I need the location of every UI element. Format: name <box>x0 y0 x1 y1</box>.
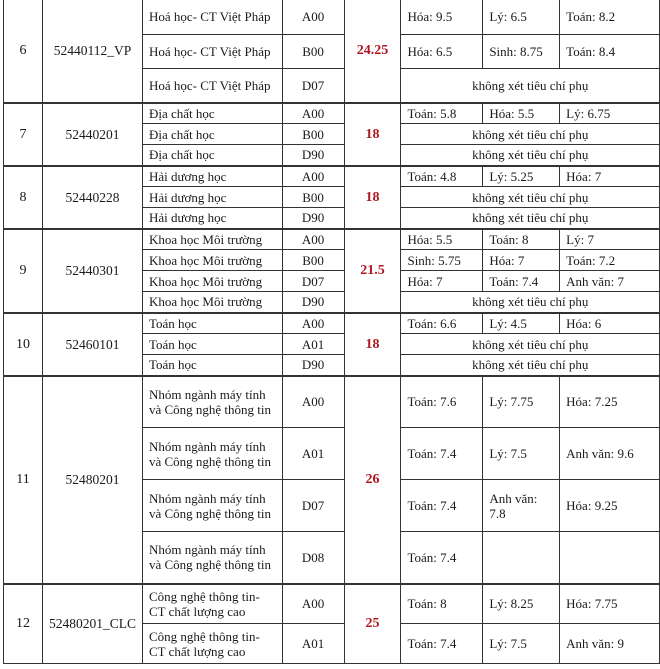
tiebreak-criterion: Hóa: 7 <box>483 250 560 271</box>
major-name: Hoá học- CT Việt Pháp <box>142 35 282 69</box>
major-name: Địa chất học <box>142 124 282 145</box>
subject-block: D90 <box>282 145 344 166</box>
tiebreak-criterion: Sinh: 5.75 <box>401 250 483 271</box>
tiebreak-criterion: Hóa: 5.5 <box>483 103 560 124</box>
subject-block: A00 <box>282 103 344 124</box>
subject-block: A00 <box>282 584 344 624</box>
major-name: Toán học <box>142 334 282 355</box>
no-tiebreak-note: không xét tiêu chí phụ <box>401 334 660 355</box>
cutoff-score: 21.5 <box>344 229 401 313</box>
tiebreak-criterion: Lý: 4.5 <box>483 313 560 334</box>
tiebreak-criterion <box>483 532 560 584</box>
tiebreak-criterion: Toán: 8.4 <box>560 35 660 69</box>
tiebreak-criterion: Anh văn: 9 <box>560 624 660 664</box>
major-name: Hoá học- CT Việt Pháp <box>142 0 282 35</box>
major-name: Nhóm ngành máy tính và Công nghệ thông tin <box>142 480 282 532</box>
tiebreak-criterion: Toán: 7.4 <box>401 532 483 584</box>
major-code: 52440201 <box>42 103 142 166</box>
subject-block: A00 <box>282 376 344 428</box>
row-number: 11 <box>4 376 43 584</box>
tiebreak-criterion: Lý: 7 <box>560 229 660 250</box>
major-name: Hải dương học <box>142 187 282 208</box>
subject-block: D90 <box>282 292 344 313</box>
major-name: Nhóm ngành máy tính và Công nghệ thông tin <box>142 376 282 428</box>
tiebreak-criterion: Anh văn: 7.8 <box>483 480 560 532</box>
tiebreak-criterion: Sinh: 8.75 <box>483 35 560 69</box>
tiebreak-criterion: Hóa: 7.75 <box>560 584 660 624</box>
major-code: 52480201_CLC <box>42 584 142 664</box>
no-tiebreak-note: không xét tiêu chí phụ <box>401 187 660 208</box>
tiebreak-criterion: Hóa: 6.5 <box>401 35 483 69</box>
cutoff-score: 24.25 <box>344 0 401 103</box>
subject-block: D08 <box>282 532 344 584</box>
tiebreak-criterion: Hóa: 7.25 <box>560 376 660 428</box>
major-name: Toán học <box>142 355 282 376</box>
subject-block: A00 <box>282 229 344 250</box>
cutoff-score: 18 <box>344 103 401 166</box>
row-number: 12 <box>4 584 43 664</box>
table-row <box>4 584 660 624</box>
major-code: 52440228 <box>42 166 142 229</box>
tiebreak-criterion: Lý: 7.5 <box>483 428 560 480</box>
tiebreak-criterion: Anh văn: 9.6 <box>560 428 660 480</box>
tiebreak-criterion: Toán: 8 <box>483 229 560 250</box>
admission-scores-table <box>3 0 660 664</box>
table-row <box>4 376 660 428</box>
major-name: Công nghệ thông tin- CT chất lượng cao <box>142 584 282 624</box>
subject-block: A01 <box>282 624 344 664</box>
subject-block: D07 <box>282 271 344 292</box>
table-row <box>4 229 660 250</box>
tiebreak-criterion: Hóa: 7 <box>401 271 483 292</box>
tiebreak-criterion: Lý: 6.75 <box>560 103 660 124</box>
tiebreak-criterion: Lý: 8.25 <box>483 584 560 624</box>
subject-block: D07 <box>282 69 344 103</box>
tiebreak-criterion: Hóa: 9.5 <box>401 0 483 35</box>
table-row <box>4 103 660 124</box>
tiebreak-criterion: Hóa: 7 <box>560 166 660 187</box>
major-code: 52440301 <box>42 229 142 313</box>
row-number: 8 <box>4 166 43 229</box>
subject-block: B00 <box>282 124 344 145</box>
tiebreak-criterion: Toán: 7.2 <box>560 250 660 271</box>
subject-block: B00 <box>282 187 344 208</box>
tiebreak-criterion: Toán: 8.2 <box>560 0 660 35</box>
table-row <box>4 166 660 187</box>
row-number: 7 <box>4 103 43 166</box>
tiebreak-criterion: Anh văn: 7 <box>560 271 660 292</box>
subject-block: B00 <box>282 35 344 69</box>
cutoff-score: 25 <box>344 584 401 664</box>
tiebreak-criterion: Toán: 7.4 <box>483 271 560 292</box>
tiebreak-criterion <box>560 532 660 584</box>
tiebreak-criterion: Hóa: 9.25 <box>560 480 660 532</box>
no-tiebreak-note: không xét tiêu chí phụ <box>401 124 660 145</box>
cutoff-score: 18 <box>344 313 401 376</box>
subject-block: D90 <box>282 208 344 229</box>
major-name: Địa chất học <box>142 145 282 166</box>
tiebreak-criterion: Toán: 7.6 <box>401 376 483 428</box>
no-tiebreak-note: không xét tiêu chí phụ <box>401 69 660 103</box>
tiebreak-criterion: Toán: 7.4 <box>401 624 483 664</box>
tiebreak-criterion: Toán: 6.6 <box>401 313 483 334</box>
tiebreak-criterion: Lý: 5.25 <box>483 166 560 187</box>
major-name: Toán học <box>142 313 282 334</box>
major-name: Nhóm ngành máy tính và Công nghệ thông tin <box>142 428 282 480</box>
major-name: Công nghệ thông tin- CT chất lượng cao <box>142 624 282 664</box>
major-name: Nhóm ngành máy tính và Công nghệ thông tin <box>142 532 282 584</box>
table-row <box>4 313 660 334</box>
tiebreak-criterion: Lý: 6.5 <box>483 0 560 35</box>
major-code: 52440112_VP <box>42 0 142 103</box>
major-name: Khoa học Môi trường <box>142 229 282 250</box>
major-name: Hải dương học <box>142 166 282 187</box>
cutoff-score: 26 <box>344 376 401 584</box>
major-name: Khoa học Môi trường <box>142 250 282 271</box>
subject-block: A01 <box>282 334 344 355</box>
major-name: Khoa học Môi trường <box>142 292 282 313</box>
tiebreak-criterion: Toán: 7.4 <box>401 428 483 480</box>
subject-block: A01 <box>282 428 344 480</box>
table-body <box>4 0 660 664</box>
tiebreak-criterion: Lý: 7.75 <box>483 376 560 428</box>
tiebreak-criterion: Toán: 8 <box>401 584 483 624</box>
table-row <box>4 0 660 35</box>
tiebreak-criterion: Hóa: 6 <box>560 313 660 334</box>
tiebreak-criterion: Hóa: 5.5 <box>401 229 483 250</box>
row-number: 9 <box>4 229 43 313</box>
major-code: 52480201 <box>42 376 142 584</box>
major-name: Khoa học Môi trường <box>142 271 282 292</box>
row-number: 10 <box>4 313 43 376</box>
subject-block: A00 <box>282 166 344 187</box>
subject-block: B00 <box>282 250 344 271</box>
no-tiebreak-note: không xét tiêu chí phụ <box>401 292 660 313</box>
subject-block: D07 <box>282 480 344 532</box>
subject-block: A00 <box>282 313 344 334</box>
tiebreak-criterion: Toán: 7.4 <box>401 480 483 532</box>
major-name: Hải dương học <box>142 208 282 229</box>
major-code: 52460101 <box>42 313 142 376</box>
tiebreak-criterion: Lý: 7.5 <box>483 624 560 664</box>
no-tiebreak-note: không xét tiêu chí phụ <box>401 208 660 229</box>
tiebreak-criterion: Toán: 5.8 <box>401 103 483 124</box>
no-tiebreak-note: không xét tiêu chí phụ <box>401 145 660 166</box>
no-tiebreak-note: không xét tiêu chí phụ <box>401 355 660 376</box>
subject-block: A00 <box>282 0 344 35</box>
tiebreak-criterion: Toán: 4.8 <box>401 166 483 187</box>
subject-block: D90 <box>282 355 344 376</box>
major-name: Địa chất học <box>142 103 282 124</box>
cutoff-score: 18 <box>344 166 401 229</box>
row-number: 6 <box>4 0 43 103</box>
major-name: Hoá học- CT Việt Pháp <box>142 69 282 103</box>
